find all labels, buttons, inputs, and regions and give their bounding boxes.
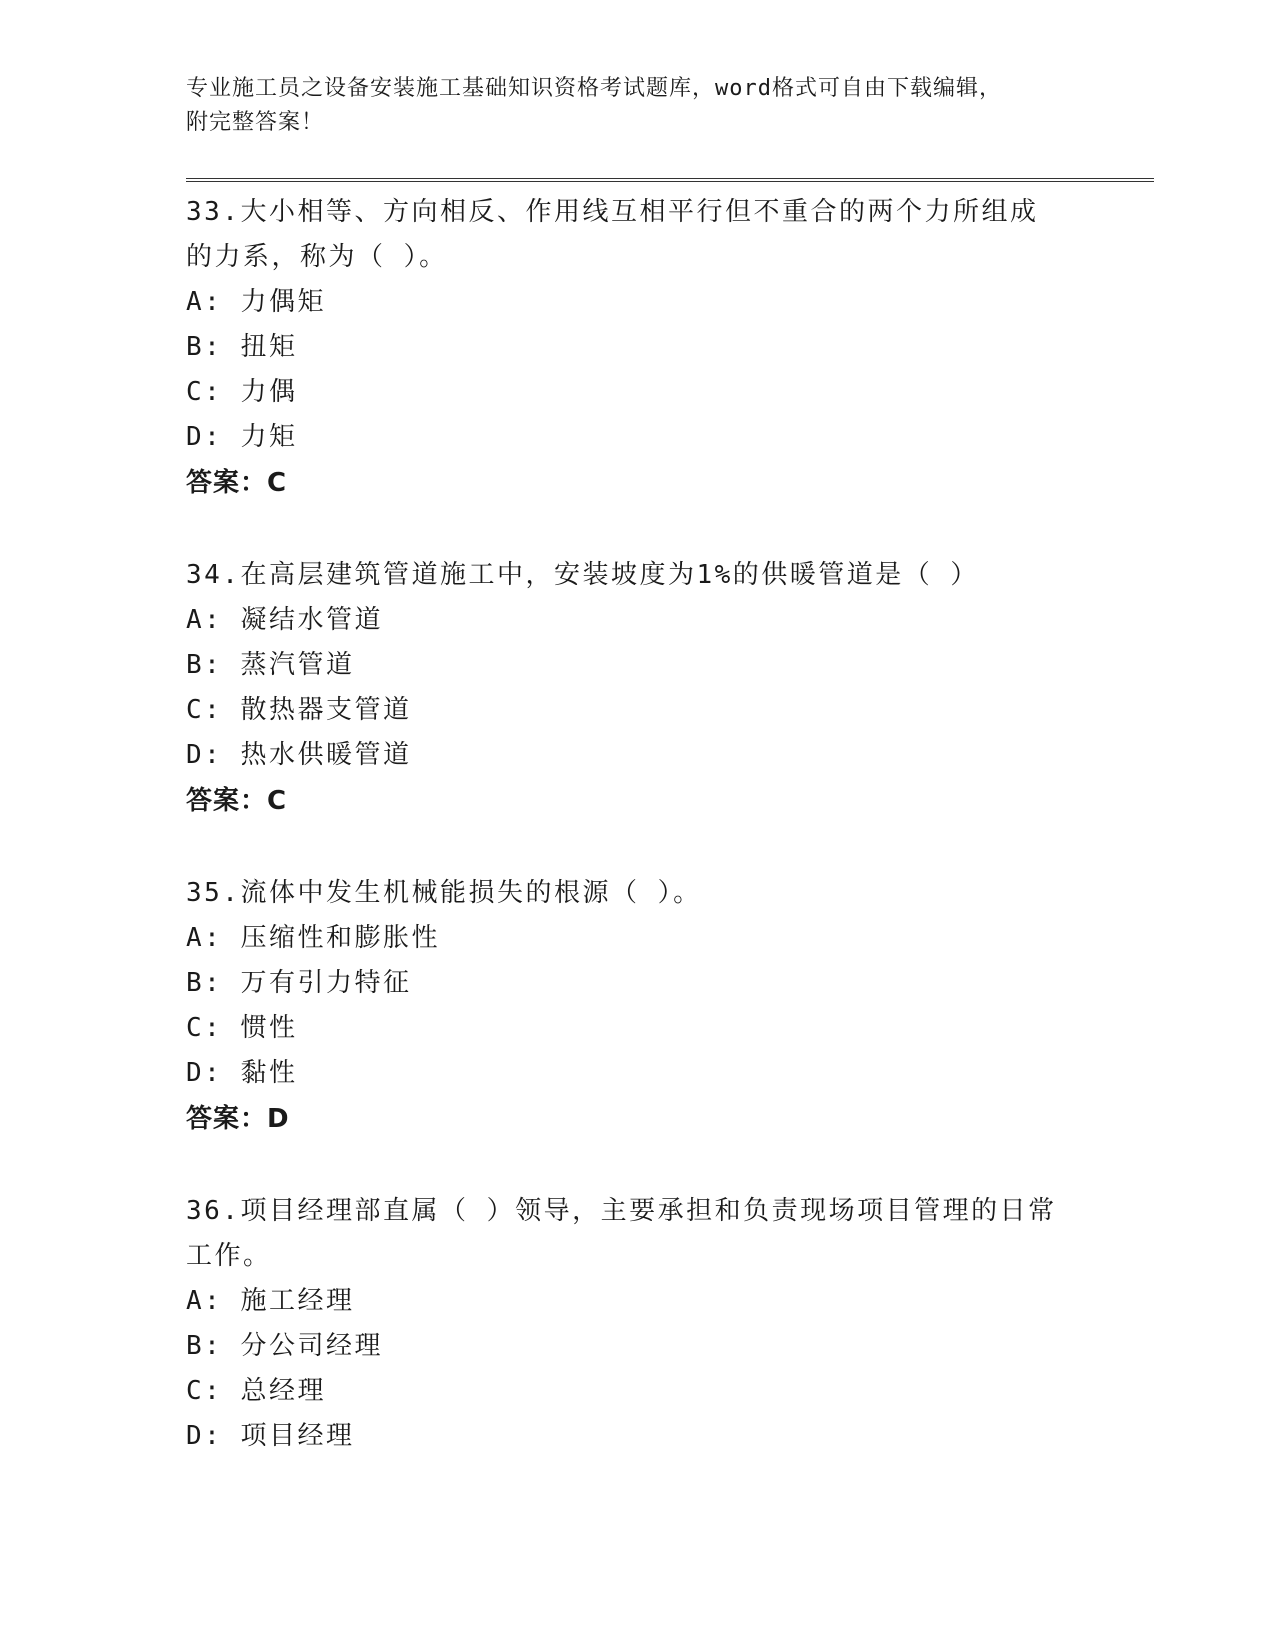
option-text: 黏性 (240, 1058, 298, 1088)
question-stem (186, 871, 1066, 916)
question-stem (186, 1189, 1066, 1279)
option-text: 项目经理 (240, 1421, 355, 1451)
answer-line (186, 460, 1156, 506)
question-34 (186, 553, 1156, 824)
option-a (186, 280, 1156, 325)
option-key: C: (186, 1376, 223, 1406)
option-c (186, 1369, 1156, 1414)
question-stem (186, 553, 1066, 598)
option-text: 蒸汽管道 (240, 650, 355, 680)
question-36 (186, 1189, 1156, 1459)
option-b (186, 643, 1156, 688)
option-text: 总经理 (240, 1376, 326, 1406)
option-key: B: (186, 332, 223, 362)
question-text: 大小相等、方向相反、作用线互相平行但不重合的两个力所组成的力系，称为（ ）。 (186, 197, 1039, 272)
option-key: A: (186, 287, 223, 317)
document-header (186, 72, 1086, 140)
answer-value: D (267, 1104, 290, 1134)
question-number: 35. (186, 878, 241, 908)
option-text: 万有引力特征 (240, 968, 412, 998)
option-a (186, 916, 1156, 961)
option-text: 惯性 (240, 1013, 298, 1043)
question-35 (186, 871, 1156, 1142)
option-a (186, 598, 1156, 643)
option-key: B: (186, 968, 223, 998)
question-33 (186, 190, 1156, 506)
option-key: A: (186, 923, 223, 953)
question-number: 33. (186, 197, 241, 227)
option-d (186, 1414, 1156, 1459)
option-c (186, 688, 1156, 733)
option-a (186, 1279, 1156, 1324)
option-d (186, 1051, 1156, 1096)
option-key: C: (186, 377, 223, 407)
option-text: 凝结水管道 (240, 605, 383, 635)
option-text: 施工经理 (240, 1286, 355, 1316)
option-key: A: (186, 1286, 223, 1316)
answer-line (186, 1096, 1156, 1142)
option-b (186, 325, 1156, 370)
question-text: 项目经理部直属（ ）领导，主要承担和负责现场项目管理的日常工作。 (186, 1196, 1057, 1271)
answer-label: 答案： (186, 468, 268, 498)
option-text: 热水供暖管道 (240, 740, 412, 770)
option-key: C: (186, 1013, 223, 1043)
option-text: 力偶矩 (240, 287, 326, 317)
option-b (186, 961, 1156, 1006)
header-line-2: 附完整答案！ (186, 110, 325, 135)
option-key: D: (186, 1058, 223, 1088)
question-text: 在高层建筑管道施工中，安装坡度为1%的供暖管道是（ ） (240, 560, 979, 590)
option-d (186, 733, 1156, 778)
question-text: 流体中发生机械能损失的根源（ ）。 (240, 878, 702, 908)
header-double-rule (186, 178, 1154, 182)
option-text: 扭矩 (240, 332, 298, 362)
option-c (186, 370, 1156, 415)
option-text: 压缩性和膨胀性 (240, 923, 440, 953)
question-number: 34. (186, 560, 241, 590)
option-key: B: (186, 650, 223, 680)
question-stem (186, 190, 1066, 280)
answer-value: C (267, 468, 288, 498)
answer-value: C (267, 786, 288, 816)
option-key: B: (186, 1331, 223, 1361)
question-list (186, 190, 1156, 1506)
option-key: A: (186, 605, 223, 635)
header-line-1: 专业施工员之设备安装施工基础知识资格考试题库，word格式可自由下载编辑， (186, 76, 1002, 101)
option-key: C: (186, 695, 223, 725)
option-text: 散热器支管道 (240, 695, 412, 725)
option-d (186, 415, 1156, 460)
option-key: D: (186, 1421, 223, 1451)
answer-label: 答案： (186, 1104, 268, 1134)
answer-line (186, 778, 1156, 824)
option-key: D: (186, 422, 223, 452)
option-c (186, 1006, 1156, 1051)
option-text: 力偶 (240, 377, 298, 407)
option-text: 力矩 (240, 422, 298, 452)
answer-label: 答案： (186, 786, 268, 816)
option-text: 分公司经理 (240, 1331, 383, 1361)
option-b (186, 1324, 1156, 1369)
question-number: 36. (186, 1196, 241, 1226)
option-key: D: (186, 740, 223, 770)
